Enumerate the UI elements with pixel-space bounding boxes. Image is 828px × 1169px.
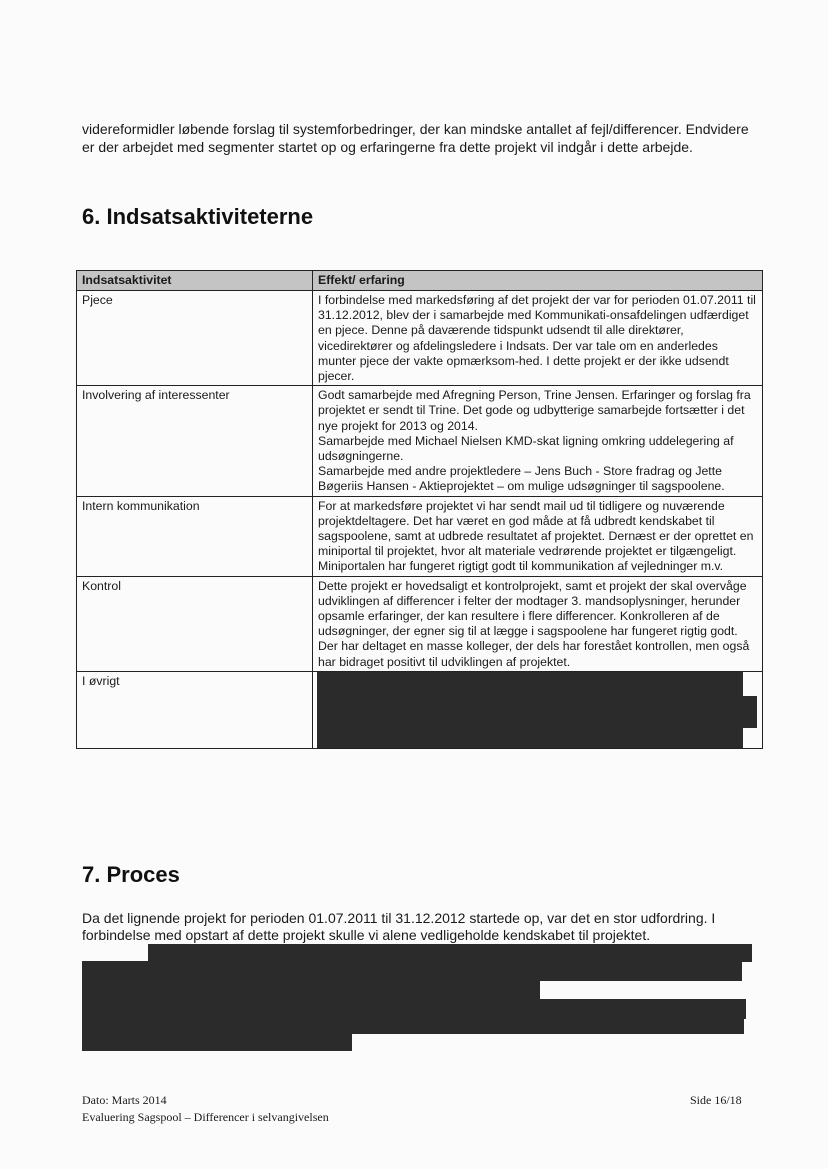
redaction-block (82, 980, 540, 1000)
redaction-block (82, 961, 742, 981)
effect-text: For at markedsføre projektet vi har sendt mail ud til tidligere og nuværende projektdeltagere. Det har været en god måde at få udbredt kendskabet til sagspoolene, samt at udbrede resultatet af projektet. Dernæst er der oprettet en miniportal til projektet, hvor alt materiale vedrørende projektet er tilgængeligt. Miniportalen har fungeret rigtigt godt til kommunikation af vejledninger m.v. (318, 498, 754, 574)
effect-cell (313, 496, 763, 576)
process-paragraph: Da det lignende projekt for perioden 01.07.2011 til 31.12.2012 startede op, var det en stor udfordring. I forbindelse med opstart af dette projekt skulle vi alene vedligeholde kendskabet til projektet. (82, 910, 716, 943)
table-row (77, 291, 763, 386)
table-row (77, 671, 763, 748)
redaction-block (82, 999, 746, 1019)
activity-cell: Pjece (77, 291, 313, 386)
section-6-heading: 6. Indsatsaktiviteterne (82, 204, 314, 229)
effect-cell (313, 386, 763, 496)
footer-left (82, 1092, 329, 1126)
effect-text: Samarbejde med andre projektledere – Jens Buch - Store fradrag og Jette Bøgeriis Hansen - Aktieprojektet – om mulige udsøgninger til sagspoolene. (318, 464, 725, 494)
redaction-block (82, 1033, 352, 1051)
section-7-heading: 7. Proces (82, 862, 180, 887)
redaction-block (317, 672, 743, 748)
activity-cell: I øvrigt (77, 671, 313, 748)
effect-text: I forbindelse med markedsføring af det projekt der var for perioden 01.07.2011 til 31.12.2012, blev der i samarbejde med Kommunikati-onsafdelingen udfærdiget en pjece. Denne på daværende tidspunkt udsendt til alle direktører, vicedirektører og afdelingsledere i Indsats. Der var tale om en anderledes munter pjece der vakte opmærksom-hed. I dette projekt er der ikke udsendt pjecer. (318, 293, 756, 384)
header-effect: Effekt/ erfaring (313, 271, 763, 291)
header-activity: Indsatsaktivitet (77, 271, 313, 291)
table-row (77, 386, 763, 496)
effect-cell (313, 576, 763, 671)
table-row (77, 576, 763, 671)
footer-date: Dato: Marts 2014 (82, 1093, 167, 1107)
activities-table (76, 270, 763, 749)
table-header-row (77, 271, 763, 291)
intro-paragraph (82, 120, 762, 156)
effect-text: Godt samarbejde med Afregning Person, Trine Jensen. Erfaringer og forslag fra projektet er sendt til Trine. Det gode og udbytterige samarbejde fortsætter i det nye projekt for 2013 og 2014. (318, 388, 751, 433)
redacted-cell (313, 671, 763, 748)
redaction-block (82, 1018, 744, 1034)
table-row (77, 496, 763, 576)
footer-doc-title: Evaluering Sagspool – Differencer i selvangivelsen (82, 1110, 329, 1124)
page-number: Side 16/18 (690, 1093, 742, 1107)
redaction-block (743, 696, 757, 728)
effect-text: Dette projekt er hovedsaligt et kontrolprojekt, samt et projekt der skal overvåge udviklingen af differencer i felter der modtager 3. mandsoplysninger, herunder opsamle erfaringer, der kan resultere i flere differencer. Konkrolleren af de udsøgninger, der egner sig til at lægge i sagspoolene har fungeret rigtig godt. Der har deltaget en masse kolleger, der dels har forestået kontrollen, men også har bidraget positivt til udviklingen af projektet. (318, 578, 750, 669)
effect-cell (313, 291, 763, 386)
activity-cell: Kontrol (77, 576, 313, 671)
effect-text: Samarbejde med Michael Nielsen KMD-skat ligning omkring uddelegering af udsøgningerne. (318, 433, 734, 464)
intro-text: videreformidler løbende forslag til systemforbedringer, der kan mindske antallet af fejl/differencer. Endvidere er der arbejdet med segmenter startet op og erfaringerne fra dette projekt vil indgår i dette arbejde. (82, 121, 749, 155)
activity-cell: Involvering af interessenter (77, 386, 313, 496)
activity-cell: Intern kommunikation (77, 496, 313, 576)
redaction-block (148, 944, 752, 962)
